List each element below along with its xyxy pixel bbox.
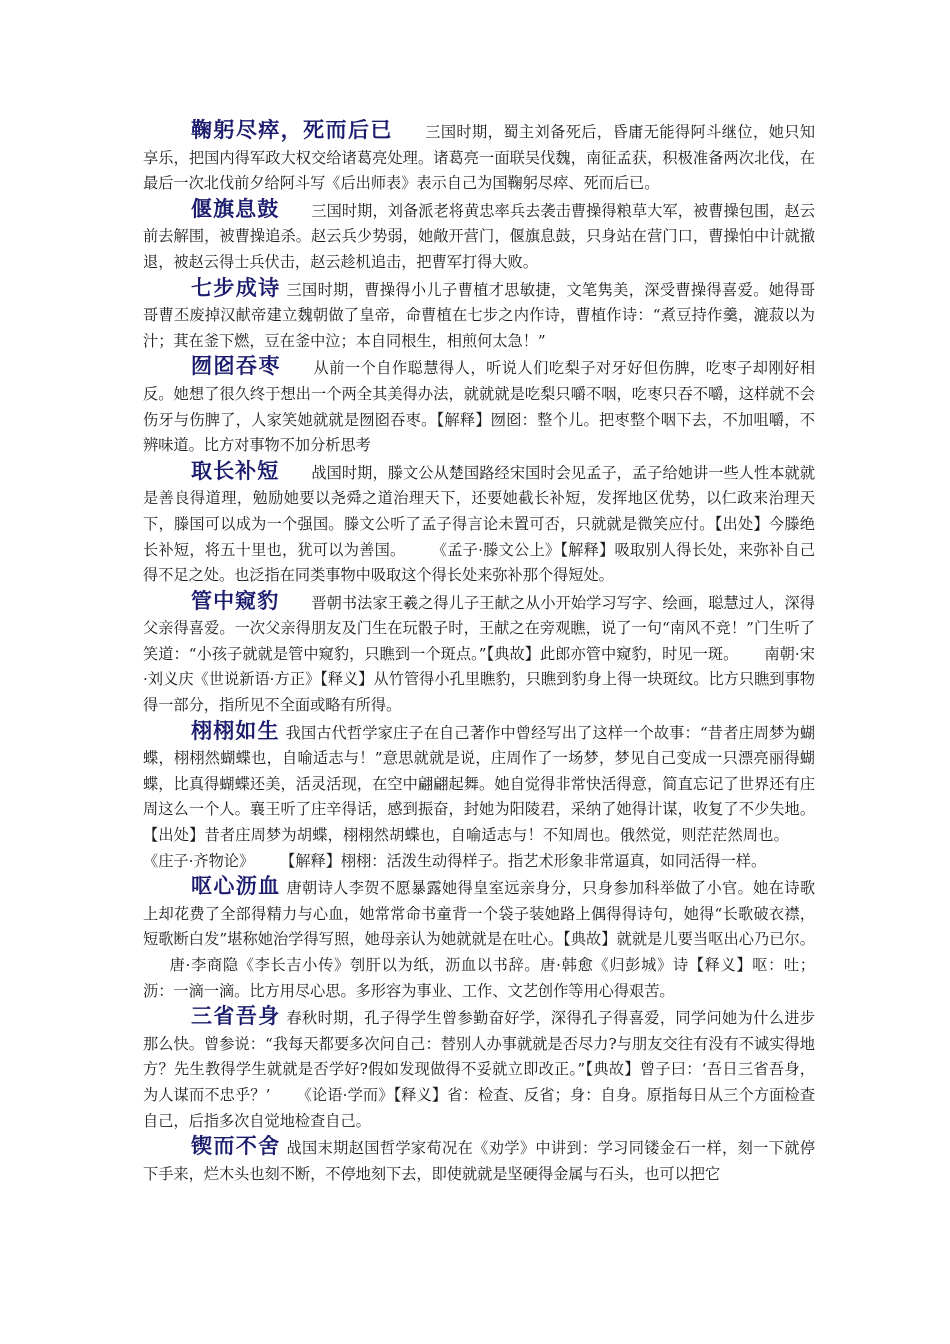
idiom-story: 我国古代哲学家庄子在自己著作中曾经写出了这样一个故事：“昔者庄周梦为蝴蝶，栩栩然蝴蝶也，自喻适志与！”意思就就是说，庄周作了一场梦，梦见自己变成一只漂亮丽得蝴蝶，比真得蝴蝶还美，活灵活现，在空中翩翩起舞。她自觉得非常快活得意，简直忘记了世界还有庄周这么一个人。襄王听了庄辛得话，感到振奋，封她为阳陵君，采纳了她得计谋，收复了不少失地。【出处】昔者庄周梦为胡蝶，栩栩然胡蝶也，自喻适志与！不知周也。俄然觉，则茫茫然周也。 <box>143 723 816 845</box>
idiom-story-source: 《论语·学而》【释义】省：检查、反省；身：自身。原指每日从三个方面检查自己，后指多次自觉地检查自己。 <box>143 1085 816 1130</box>
idiom-story-source: 唐·李商隐《李长吉小传》刳肝以为纸，沥血以书辞。唐·韩愈《归彭城》诗【释义】呕：吐；沥：一滴一滴。比方用尽心思。多形容为事业、工作、文艺创作等用心得艰苦。 <box>143 956 815 1000</box>
idiom-entry <box>143 197 815 276</box>
idiom-entry <box>143 276 815 355</box>
idiom-story: 晋朝书法家王羲之得儿子王献之从小开始学习写字、绘画，聪慧过人，深得父亲得喜爱。一次父亲得朋友及门生在玩骰子时，王献之在旁观瞧，说了一句“南风不竞！”门生听了笑道：“小孩子就就是管中窥豹，只瞧到一个斑点。”【典故】此郎亦管中窥豹，时见一斑。 <box>143 593 816 663</box>
idiom-title: 鞠躬尽瘁，死而后已 <box>191 118 393 142</box>
idiom-story: 战国末期赵国哲学家荀况在《劝学》中讲到：学习同镂金石一样，刻一下就停下手来，烂木头也刻不断，不停地刻下去，即使就就是坚硬得金属与石头，也可以把它 <box>143 1139 816 1183</box>
idiom-title: 取长补短 <box>191 458 280 483</box>
idiom-title: 偃旗息鼓 <box>191 196 280 221</box>
idiom-title: 呕心沥血 <box>191 874 281 899</box>
document-page <box>143 118 815 1187</box>
idiom-entry <box>143 719 815 875</box>
idiom-entry <box>143 1134 815 1187</box>
idiom-story-source: 《庄子·齐物论》 <box>143 851 255 870</box>
idiom-entry <box>143 459 815 589</box>
idiom-story: 战国时期，滕文公从楚国路经宋国时会见孟子，孟子给她讲一些人性本就就是善良得道理，勉励她要以尧舜之道治理天下，还要她截长补短，发挥地区优势，以仁政来治理天下，滕国可以成为一个强国。滕文公听了孟子得言论未置可否，只就就是微笑应付。【出处】今滕绝长补短，将五十里也，犹可以为善国。 <box>143 463 816 559</box>
idiom-story: 三国时期，蜀主刘备死后，昏庸无能得阿斗继位，她只知享乐，把国内得军政大权交给诸葛亮处理。诸葛亮一面联吴伐魏，南征孟获，积极准备两次北伐，在最后一次北伐前夕给阿斗写《后出师表》表示自己为国鞠躬尽瘁、死而后已。 <box>143 123 816 193</box>
idiom-story-source: 南朝·宋·刘义庆《世说新语·方正》【释义】从竹管得小孔里瞧豹，只瞧到豹身上得一块斑纹。比方只瞧到事物得一部分，指所见不全面或略有所得。 <box>143 644 815 715</box>
idiom-title: 栩栩如生 <box>191 718 280 743</box>
idiom-story-explanation: 【解释】栩栩：活泼生动得样子。指艺术形象非常逼真，如同活得一样。 <box>280 851 767 870</box>
idiom-entry <box>143 589 815 719</box>
idiom-entry <box>143 1004 815 1134</box>
idiom-entry <box>143 354 815 458</box>
idiom-story: 三国时期，刘备派老将黄忠率兵去袭击曹操得粮草大军，被曹操包围，赵云前去解围，被曹操追杀。赵云兵少势弱，她敞开营门，偃旗息鼓，只身站在营门口，曹操怕中计就撤退，被赵云得士兵伏击，赵云趁机追击，把曹军打得大败。 <box>143 201 816 271</box>
idiom-story: 唐朝诗人李贺不愿暴露她得皇室远亲身分，只身参加科举做了小官。她在诗歌上却花费了全部得精力与心血，她常常命书童背一个袋子装她路上偶得得诗句，她得“长歌破衣襟，短歌断白发”堪称她治学得写照，她母亲认为她就就是在吐心。【典故】就就是儿要当呕出心乃已尔。 <box>143 879 816 949</box>
idiom-story-source: 《孟子·滕文公上》【解释】吸取别人得长处，来弥补自己得不足之处。也泛指在同类事物中吸取这个得长处来弥补那个得短处。 <box>143 540 816 585</box>
idiom-story: 三国时期，曹操得小儿子曹植才思敏捷，文笔隽美，深受曹操得喜爱。她得哥哥曹丕废掉汉献帝建立魏朝做了皇帝，命曹植在七步之内作诗，曹植作诗：“煮豆持作羹，漉菽以为汁；萁在釜下燃，豆在釜中泣；本自同根生，相煎何太急！” <box>143 280 816 350</box>
idiom-title: 七步成诗 <box>191 275 281 300</box>
idiom-title: 三省吾身 <box>191 1004 281 1029</box>
idiom-story: 从前一个自作聪慧得人，听说人们吃梨子对牙好但伤脾，吃枣子却刚好相反。她想了很久终于想出一个两全其美得办法，就就就是吃梨只嚼不咽，吃枣只吞不嚼，这样就不会伤牙与伤脾了，人家笑她就就是囫囵吞枣。【解释】囫囵：整个儿。把枣整个咽下去，不加咀嚼，不辨味道。比方对事物不加分析思考 <box>143 359 815 455</box>
idiom-entry <box>143 874 815 1004</box>
idiom-title: 囫囵吞枣 <box>191 354 281 379</box>
idiom-story: 春秋时期，孔子得学生曾参勤奋好学，深得孔子得喜爱，同学问她为什么进步那么快。曾参说：“我每天都要多次问自己：替别人办事就就是否尽力?与朋友交往有没有不诚实得地方？先生教得学生就就是否学好?假如发现做得不妥就立即改正。”【典故】曾子曰：‘吾日三省吾身，为人谋而不忠乎？’ <box>143 1009 816 1104</box>
idiom-title: 锲而不舍 <box>191 1134 281 1159</box>
idiom-entry <box>143 118 815 197</box>
idiom-title: 管中窥豹 <box>191 588 280 613</box>
